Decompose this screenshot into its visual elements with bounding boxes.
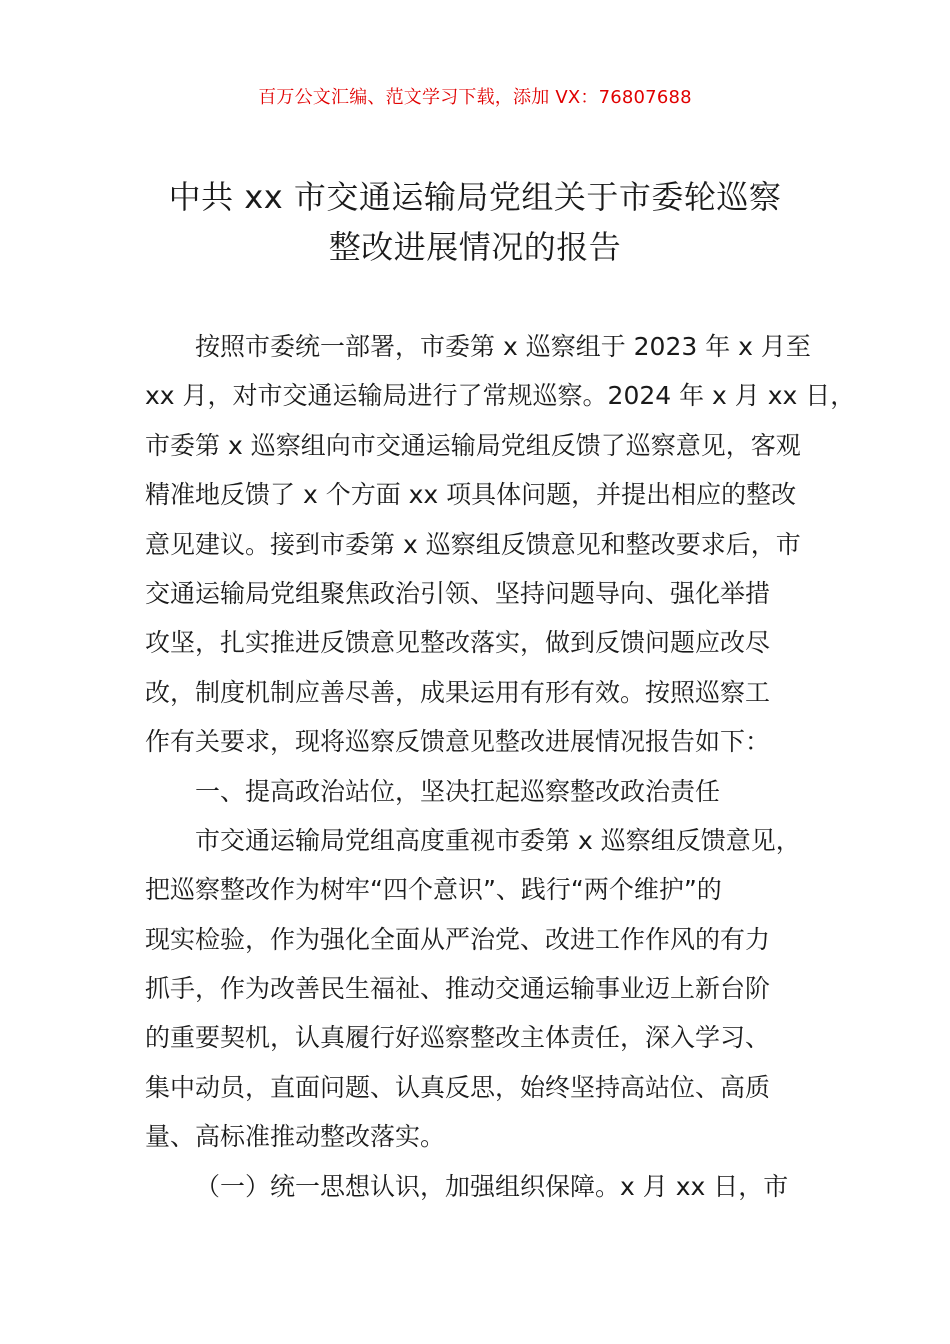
title-line-2: 整改进展情况的报告 [328, 228, 622, 266]
body-line-2: xx 月，对市交通运输局进行了常规巡察。2024 年 x 月 xx 日， [145, 381, 856, 411]
section-heading-1: 一、提高政治站位，坚决扛起巡察整改政治责任 [195, 776, 721, 806]
body-line-4: 精准地反馈了 x 个方面 xx 项具体问题，并提出相应的整改 [145, 480, 797, 510]
body-line-6: 交通运输局党组聚焦政治引领、坚持问题导向、强化举措 [145, 578, 771, 608]
body-line-15: 的重要契机，认真履行好巡察整改主体责任，深入学习、 [145, 1023, 771, 1053]
body-line-7: 攻坚，扎实推进反馈意见整改落实，做到反馈问题应改尽 [145, 628, 771, 658]
body-line-17: 量、高标准推动整改落实。 [145, 1122, 446, 1152]
body-line-16: 集中动员，直面问题、认真反思，始终坚持高站位、高质 [145, 1072, 771, 1102]
document-title [90, 172, 860, 272]
body-line-11: 市交通运输局党组高度重视市委第 x 巡察组反馈意见， [195, 825, 801, 855]
header-note: 百万公文汇编、范文学习下载，添加 VX：76807688 [258, 87, 692, 108]
subsection-heading-1: （一）统一思想认识，加强组织保障。x 月 xx 日，市 [195, 1171, 789, 1201]
body-line-9: 作有关要求，现将巡察反馈意见整改进展情况报告如下： [145, 727, 771, 757]
body-line-8: 改，制度机制应善尽善，成果运用有形有效。按照巡察工 [145, 677, 771, 707]
body-line-13: 现实检验，作为强化全面从严治党、改进工作作风的有力 [145, 924, 771, 954]
body-line-1: 按照市委统一部署，市委第 x 巡察组于 2023 年 x 月至 [195, 332, 811, 361]
body-line-12: 把巡察整改作为树牢“四个意识”、践行“两个维护”的 [145, 875, 722, 905]
body-line-14: 抓手，作为改善民生福祉、推动交通运输事业迈上新台阶 [145, 974, 771, 1004]
title-line-1: 中共 xx 市交通运输局党组关于市委轮巡察 [168, 178, 782, 216]
body-line-5: 意见建议。接到市委第 x 巡察组反馈意见和整改要求后，市 [145, 529, 801, 559]
body-line-3: 市委第 x 巡察组向市交通运输局党组反馈了巡察意见，客观 [145, 430, 801, 460]
document-body [145, 322, 856, 1211]
